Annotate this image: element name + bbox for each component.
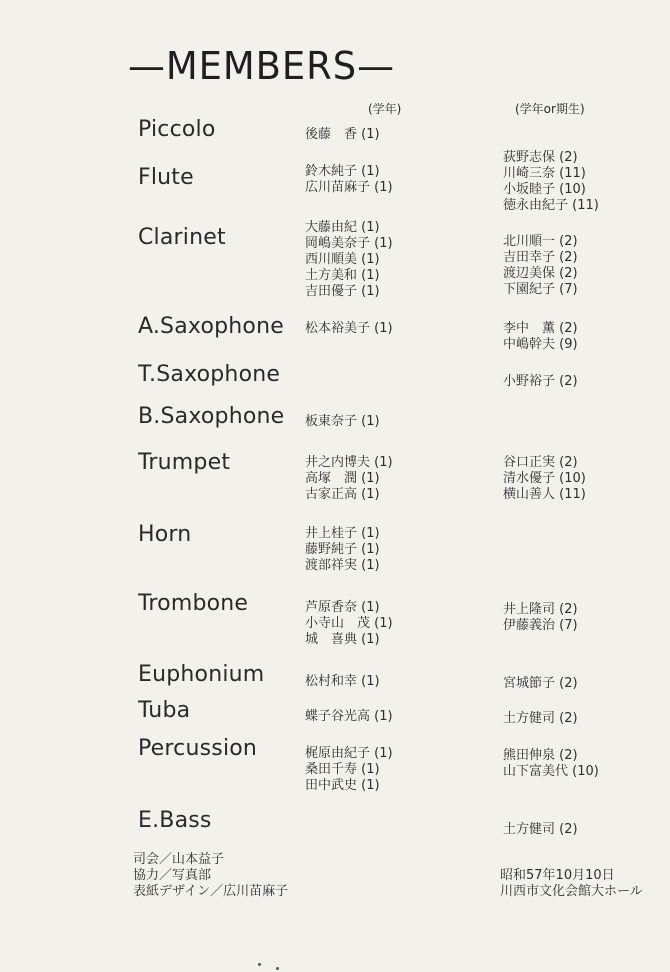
member-list-grade-or-term xyxy=(503,748,599,780)
member-name: 土方健司 (2) xyxy=(503,822,578,837)
member-name: 谷口正実 (2) xyxy=(503,455,578,470)
member-name: 岡嶋美奈子 (1) xyxy=(305,236,393,251)
instrument-label: Trumpet xyxy=(138,450,231,475)
member-list-grade xyxy=(305,127,380,143)
member-list-grade xyxy=(305,220,393,300)
member-name: 徳永由紀子 (11) xyxy=(503,198,599,213)
member-list-grade-or-term xyxy=(503,676,578,692)
instrument-label: A.Saxophone xyxy=(138,314,284,339)
member-name: 松村和幸 (1) xyxy=(305,674,380,689)
instrument-label: Piccolo xyxy=(138,117,216,142)
member-name: 井之内博夫 (1) xyxy=(305,455,393,470)
instrument-label: B.Saxophone xyxy=(138,404,285,429)
member-name: 城 喜典 (1) xyxy=(305,632,380,647)
instrument-label: Euphonium xyxy=(138,662,265,687)
member-name: 土方美和 (1) xyxy=(305,268,380,283)
member-name: 吉田幸子 (2) xyxy=(503,250,578,265)
member-list-grade-or-term xyxy=(503,150,599,214)
member-list-grade xyxy=(305,674,380,690)
member-list-grade-or-term xyxy=(503,321,578,353)
member-name: 川崎三奈 (11) xyxy=(503,166,586,181)
member-list-grade xyxy=(305,321,393,337)
member-name: 北川順一 (2) xyxy=(503,234,578,249)
member-name: 吉田優子 (1) xyxy=(305,284,380,299)
event-date: 昭和57年10月10日 xyxy=(500,868,615,883)
member-name: 後藤 香 (1) xyxy=(305,127,380,142)
col2-header: (学年or期生) xyxy=(515,102,585,116)
member-list-grade xyxy=(305,164,393,196)
member-name: 梶原由紀子 (1) xyxy=(305,746,393,761)
member-list-grade xyxy=(305,600,393,648)
member-list-grade-or-term xyxy=(503,374,578,390)
member-list-grade xyxy=(305,455,393,503)
member-name: 下園紀子 (7) xyxy=(503,282,578,297)
member-name: 鈴木純子 (1) xyxy=(305,164,380,179)
member-name: 宮城節子 (2) xyxy=(503,676,578,691)
print-speck xyxy=(276,967,279,970)
member-list-grade xyxy=(305,414,380,430)
member-name: 伊藤義治 (7) xyxy=(503,618,578,633)
member-name: 田中武史 (1) xyxy=(305,778,380,793)
member-list-grade xyxy=(305,746,393,794)
instrument-label: Tuba xyxy=(138,698,191,723)
member-name: 渡部祥実 (1) xyxy=(305,558,380,573)
footer-event-info xyxy=(500,868,643,900)
member-name: 高塚 潤 (1) xyxy=(305,471,380,486)
footer-credit-line: 司会／山本益子 xyxy=(133,852,225,867)
member-name: 小寺山 茂 (1) xyxy=(305,616,393,631)
instrument-label: Trombone xyxy=(138,591,249,616)
member-list-grade xyxy=(305,526,380,574)
event-venue: 川西市文化会館大ホール xyxy=(500,884,643,899)
member-name: 熊田伸泉 (2) xyxy=(503,748,578,763)
member-name: 小坂睦子 (10) xyxy=(503,182,586,197)
print-speck xyxy=(258,963,261,966)
member-name: 小野裕子 (2) xyxy=(503,374,578,389)
instrument-label: Percussion xyxy=(138,736,258,761)
member-name: 板東奈子 (1) xyxy=(305,414,380,429)
member-name: 桑田千寿 (1) xyxy=(305,762,380,777)
footer-credit-line: 協力／写真部 xyxy=(133,868,212,883)
member-list-grade-or-term xyxy=(503,822,578,838)
member-list-grade-or-term xyxy=(503,455,586,503)
member-name: 中嶋幹夫 (9) xyxy=(503,337,578,352)
footer-credit-line: 表紙デザイン／広川苗麻子 xyxy=(133,884,289,899)
member-name: 山下富美代 (10) xyxy=(503,764,599,779)
member-list-grade-or-term xyxy=(503,234,578,298)
footer-credits xyxy=(133,852,288,900)
member-name: 芦原香奈 (1) xyxy=(305,600,380,615)
member-name: 広川苗麻子 (1) xyxy=(305,180,393,195)
member-name: 土方健司 (2) xyxy=(503,711,578,726)
member-name: 井上隆司 (2) xyxy=(503,602,578,617)
col1-header: (学年) xyxy=(368,102,402,116)
member-name: 井上桂子 (1) xyxy=(305,526,380,541)
member-name: 古家正高 (1) xyxy=(305,487,380,502)
page-title: —MEMBERS— xyxy=(128,44,395,88)
member-name: 蝶子谷光高 (1) xyxy=(305,709,393,724)
member-list-grade-or-term xyxy=(503,711,578,727)
member-name: 清水優子 (10) xyxy=(503,471,586,486)
instrument-label: T.Saxophone xyxy=(138,362,281,387)
member-name: 西川順美 (1) xyxy=(305,252,380,267)
instrument-label: Flute xyxy=(138,165,194,190)
member-name: 渡辺美保 (2) xyxy=(503,266,578,281)
member-name: 藤野純子 (1) xyxy=(305,542,380,557)
member-name: 横山善人 (11) xyxy=(503,487,586,502)
member-name: 松本裕美子 (1) xyxy=(305,321,393,336)
member-list-grade-or-term xyxy=(503,602,578,634)
member-name: 大藤由紀 (1) xyxy=(305,220,380,235)
instrument-label: Clarinet xyxy=(138,225,226,250)
member-name: 李中 薫 (2) xyxy=(503,321,578,336)
instrument-label: Horn xyxy=(138,522,192,547)
member-list-grade xyxy=(305,709,393,725)
instrument-label: E.Bass xyxy=(138,808,212,833)
member-name: 荻野志保 (2) xyxy=(503,150,578,165)
